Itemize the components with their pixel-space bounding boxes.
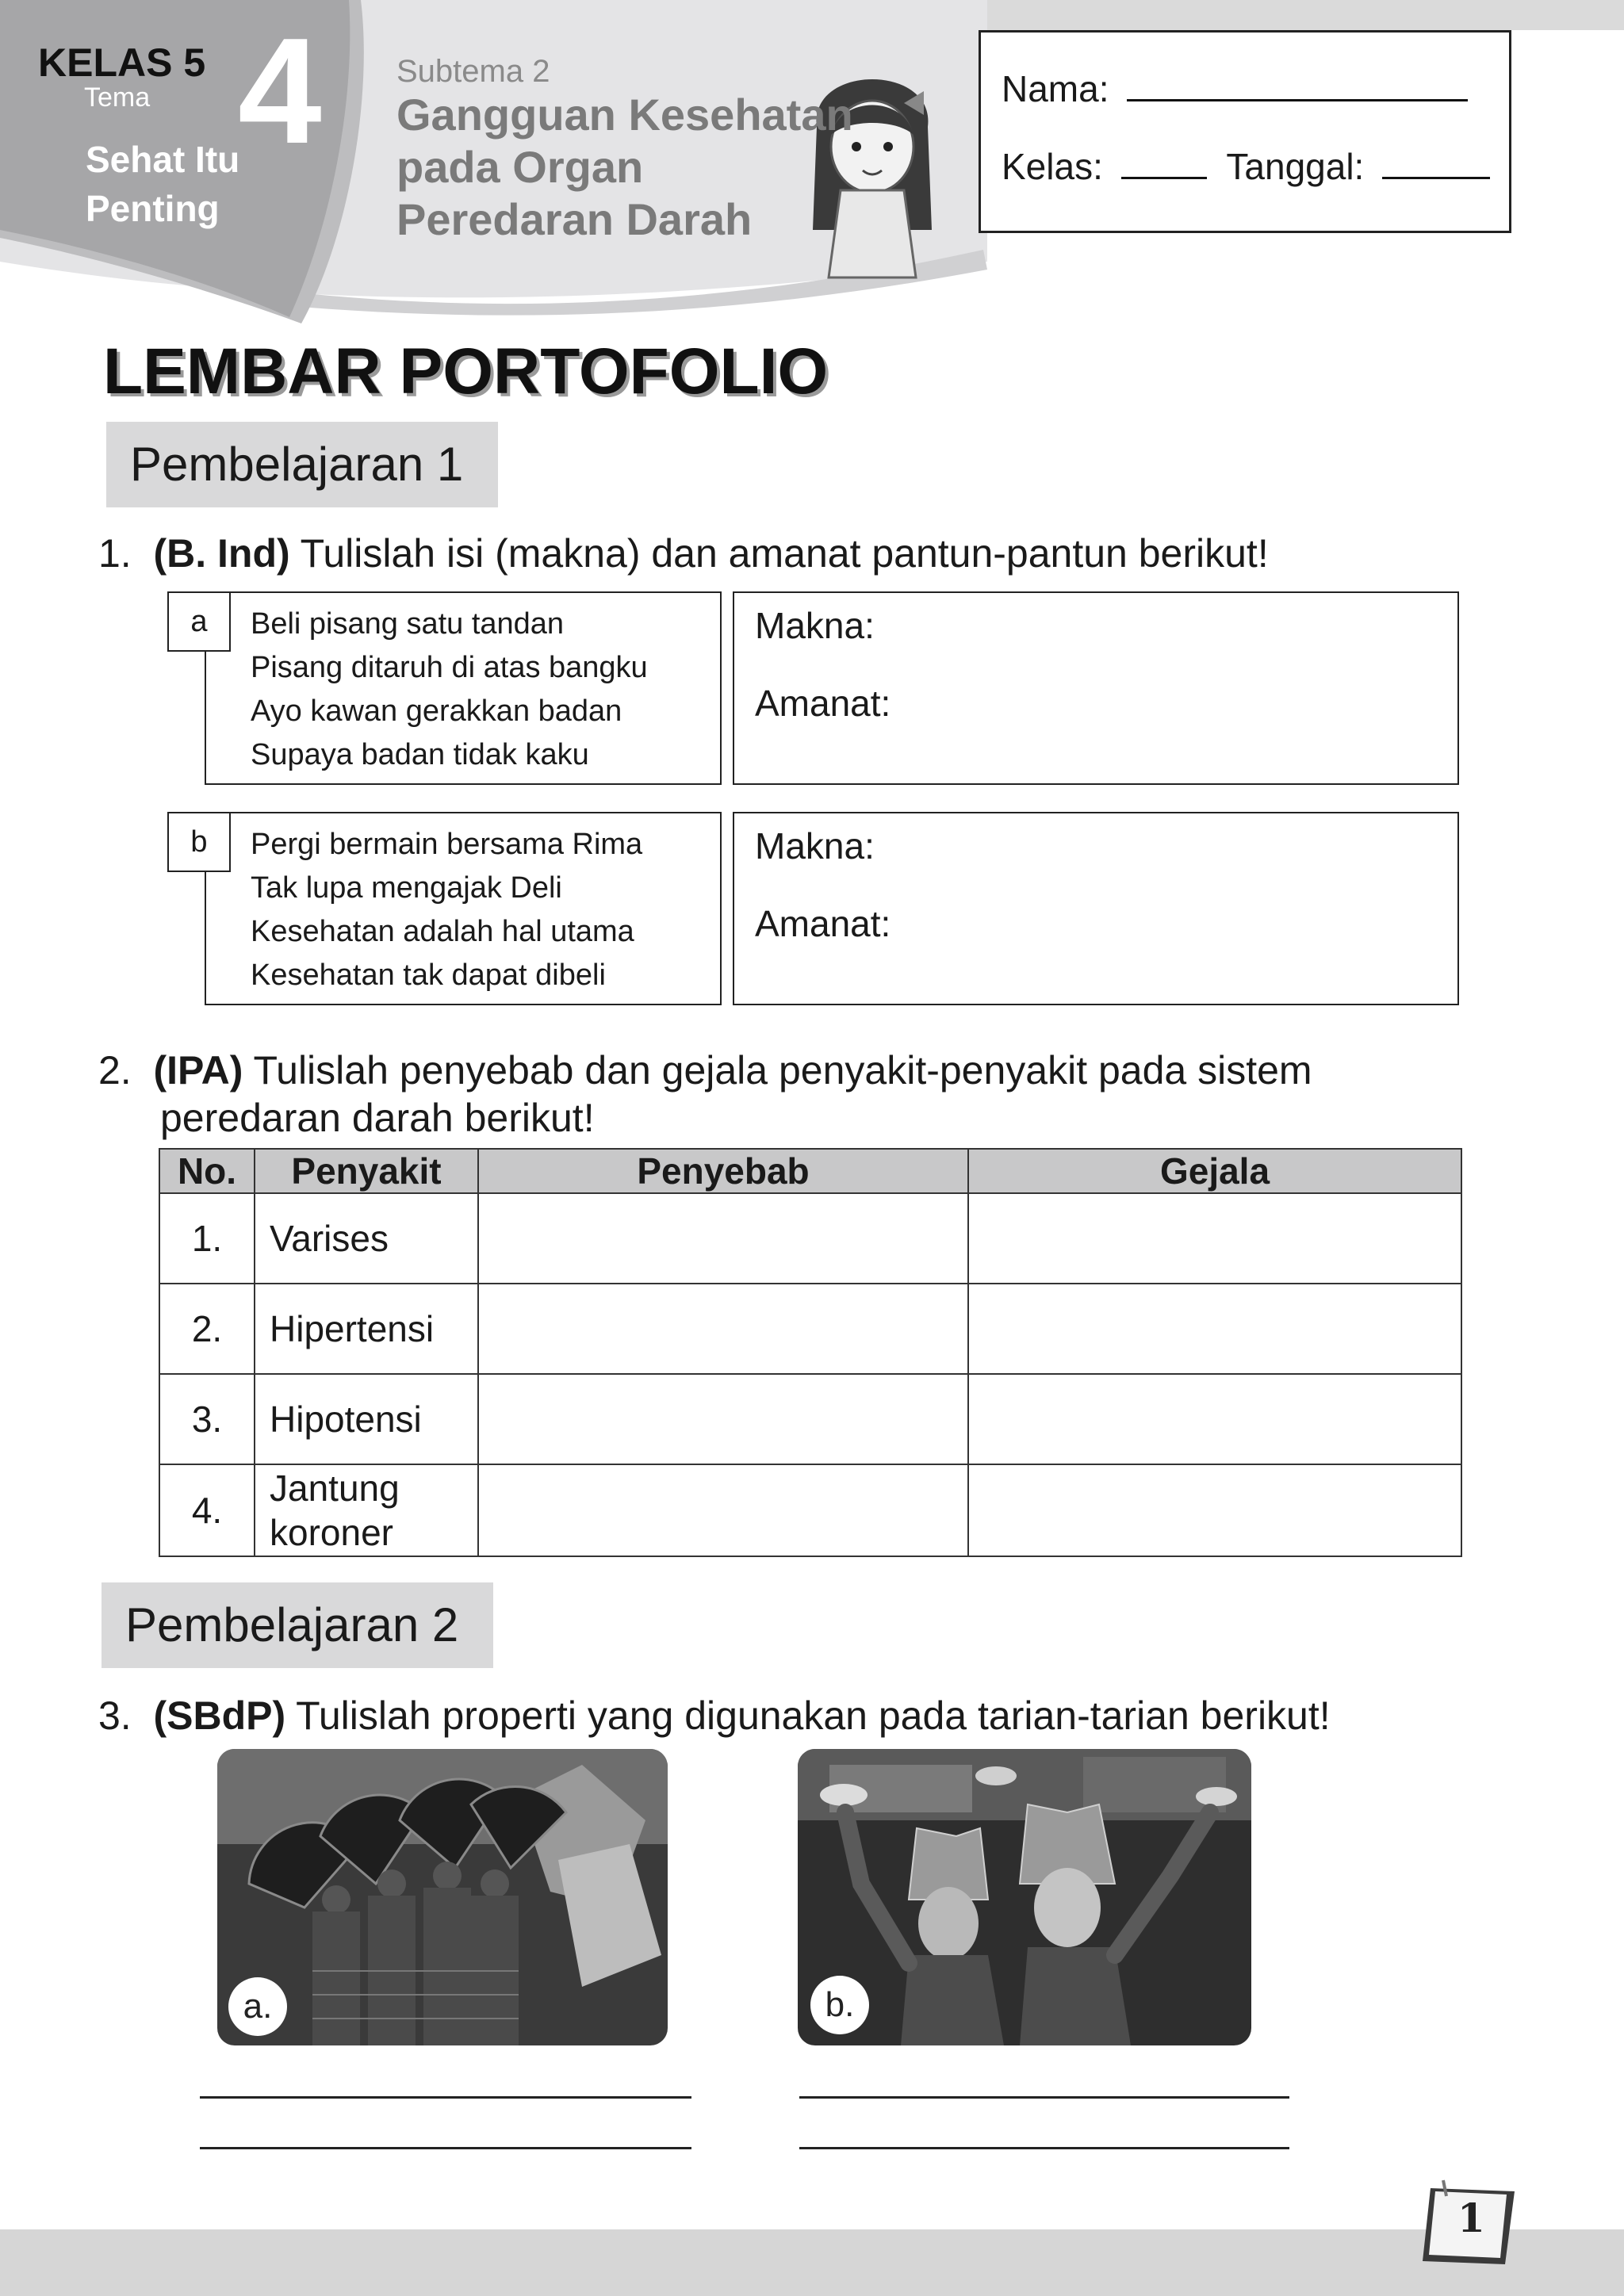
row-number: 4. <box>159 1464 255 1556</box>
tanggal-field[interactable] <box>1382 145 1490 179</box>
pantun-line: Pergi bermain bersama Rima <box>251 828 643 861</box>
question-text: Tulislah properti yang digunakan pada tarian-tarian berikut! <box>296 1693 1331 1738</box>
question-number: 3. <box>98 1693 132 1738</box>
makna-label: Makna: <box>755 605 875 646</box>
row-number: 3. <box>159 1374 255 1464</box>
tema-label: Tema <box>84 82 151 113</box>
footer-band <box>0 2229 1624 2296</box>
cause-cell[interactable] <box>478 1193 968 1284</box>
answer-line-b1[interactable] <box>799 2096 1289 2099</box>
disease-name <box>255 1464 478 1556</box>
pantun-line: Ayo kawan gerakkan badan <box>251 695 622 728</box>
col-header-penyebab: Penyebab <box>478 1149 968 1193</box>
col-header-gejala: Gejala <box>968 1149 1461 1193</box>
question-number: 2. <box>98 1048 132 1093</box>
kelas-field[interactable] <box>1121 145 1207 179</box>
disease-name-text: Jantung koroner <box>270 1468 400 1553</box>
row-number: 1. <box>159 1193 255 1284</box>
pantun-line: Kesehatan tak dapat dibeli <box>251 959 606 992</box>
identity-box <box>979 30 1511 233</box>
table-row <box>159 1464 1461 1556</box>
cause-cell[interactable] <box>478 1374 968 1464</box>
dance-photo-b <box>798 1749 1251 2045</box>
answer-line-a2[interactable] <box>200 2147 691 2149</box>
pantun-lines <box>251 603 648 777</box>
disease-table <box>159 1148 1462 1557</box>
answer-box-a[interactable] <box>733 591 1459 785</box>
page-number: 1 <box>1457 2195 1485 2241</box>
pantun-box-b <box>205 812 722 1005</box>
tema-title-line: Penting <box>86 188 220 229</box>
symptom-cell[interactable] <box>968 1284 1461 1374</box>
subtema-title-line: pada Organ <box>396 142 644 192</box>
symptom-cell[interactable] <box>968 1464 1461 1556</box>
cause-cell[interactable] <box>478 1284 968 1374</box>
symptom-cell[interactable] <box>968 1193 1461 1284</box>
kelas-field-label: Kelas: <box>1002 146 1103 187</box>
col-header-no: No. <box>159 1149 255 1193</box>
pantun-line: Kesehatan adalah hal utama <box>251 915 634 948</box>
section-heading: Pembelajaran 1 <box>106 422 498 507</box>
question-3 <box>98 1692 1331 1739</box>
pantun-line: Beli pisang satu tandan <box>251 607 565 641</box>
section-heading: Pembelajaran 2 <box>102 1582 493 1668</box>
table-row <box>159 1374 1461 1464</box>
question-text: Tulislah penyebab dan gejala penyakit-penyakit pada sistem <box>253 1048 1312 1093</box>
nama-row <box>1002 67 1468 110</box>
subtema-title-line: Gangguan Kesehatan <box>396 90 853 140</box>
pantun-lines <box>251 823 642 997</box>
tema-title <box>86 135 239 233</box>
pantun-line: Supaya badan tidak kaku <box>251 738 589 771</box>
question-subject: (B. Ind) <box>153 531 290 576</box>
makna-label: Makna: <box>755 825 875 867</box>
pantun-line: Tak lupa mengajak Deli <box>251 871 562 905</box>
table-header-row <box>159 1149 1461 1193</box>
question-subject: (IPA) <box>153 1048 243 1093</box>
disease-name: Hipotensi <box>255 1374 478 1464</box>
page-title: LEMBAR PORTOFOLIO <box>103 335 829 408</box>
pantun-tag-a: a <box>167 591 231 652</box>
pantun-box-a <box>205 591 722 785</box>
question-text: Tulislah isi (makna) dan amanat pantun-pantun berikut! <box>300 531 1269 576</box>
row-number: 2. <box>159 1284 255 1374</box>
nama-label: Nama: <box>1002 68 1109 109</box>
pantun-line: Pisang ditaruh di atas bangku <box>251 651 648 684</box>
answer-line-a1[interactable] <box>200 2096 691 2099</box>
subtema-title-line: Peredaran Darah <box>396 194 753 244</box>
question-number: 1. <box>98 531 132 576</box>
answer-line-b2[interactable] <box>799 2147 1289 2149</box>
question-1 <box>98 530 1269 577</box>
question-text-cont: peredaran darah berikut! <box>160 1096 595 1140</box>
question-subject: (SBdP) <box>153 1693 286 1738</box>
table-row <box>159 1284 1461 1374</box>
cause-cell[interactable] <box>478 1464 968 1556</box>
symptom-cell[interactable] <box>968 1374 1461 1464</box>
col-header-penyakit: Penyakit <box>255 1149 478 1193</box>
dance-photo-a <box>217 1749 668 2045</box>
subtema-title <box>396 89 853 246</box>
table-row <box>159 1193 1461 1284</box>
disease-name: Hipertensi <box>255 1284 478 1374</box>
disease-name: Varises <box>255 1193 478 1284</box>
pantun-tag-b: b <box>167 812 231 872</box>
amanat-label: Amanat: <box>755 683 891 724</box>
nama-field[interactable] <box>1127 67 1468 101</box>
kelas-tanggal-row <box>1002 145 1490 188</box>
tema-number: 4 <box>238 7 322 175</box>
photo-label-b: b. <box>810 1976 869 2034</box>
header-top-strip <box>975 0 1624 30</box>
tanggal-label: Tanggal: <box>1226 146 1365 187</box>
answer-box-b[interactable] <box>733 812 1459 1005</box>
question-2 <box>98 1047 1312 1142</box>
subtema-label: Subtema 2 <box>396 54 550 89</box>
photo-label-a: a. <box>228 1977 287 2036</box>
tema-title-line: Sehat Itu <box>86 139 240 180</box>
kelas-label: KELAS 5 <box>38 40 206 85</box>
amanat-label: Amanat: <box>755 903 891 944</box>
